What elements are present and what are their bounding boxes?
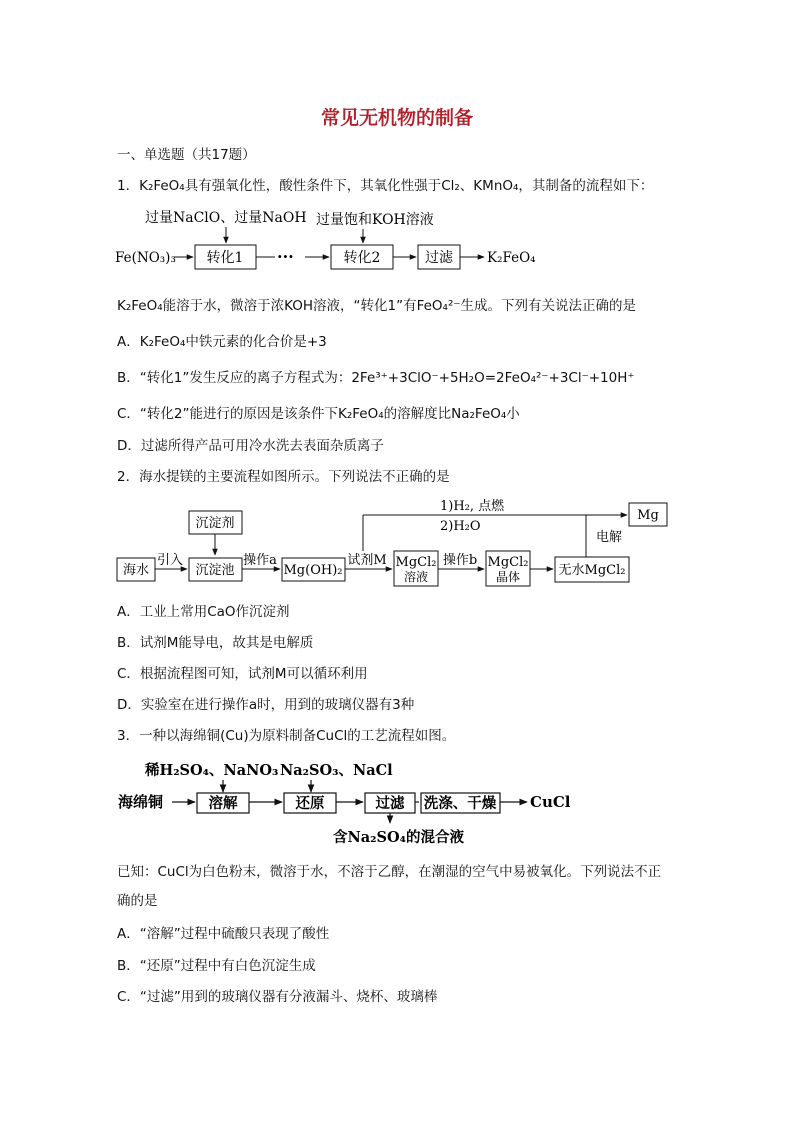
q2-option-b: B．试剂M能导电，故其是电解质 — [117, 635, 314, 651]
q1-end: K₂FeO₄ — [487, 250, 536, 266]
q3-option-a: A．“溶解”过程中硫酸只表现了酸性 — [117, 926, 330, 942]
q3-reagent2: Na₂SO₃、NaCl — [280, 762, 393, 779]
q1-dots: ··· — [277, 247, 294, 266]
q1-reagent1: 过量NaClO、过量NaOH — [145, 210, 307, 226]
q2-inlet-label: 引入 — [156, 553, 184, 568]
q1-option-c: C．“转化2”能进行的原因是该条件下K₂FeO₄的溶解度比Na₂FeO₄小 — [117, 406, 520, 422]
q2-op-a-label: 操作a — [243, 553, 277, 568]
q2-flow-diagram — [110, 493, 675, 593]
q3-known-line1: 已知：CuCl为白色粉末，微溶于水，不溶于乙醇，在潮湿的空气中易被氧化。下列说法不正 — [117, 864, 662, 880]
q3-option-b: B．“还原”过程中有白色沉淀生成 — [117, 958, 316, 974]
q1-reagent2: 过量饱和KOH溶液 — [316, 212, 434, 228]
page-title: 常见无机物的制备 — [320, 107, 473, 129]
q2-reagent-m-label: 试剂M — [347, 553, 387, 568]
q1-start: Fe(NO₃)₃ — [115, 250, 176, 266]
section-heading: 一、单选题（共17题） — [117, 147, 256, 163]
q1-step3: 过滤 — [425, 250, 453, 266]
q3-flow-diagram — [115, 756, 605, 851]
q3-step3: 过滤 — [375, 795, 405, 812]
q3-option-c: C．“过滤”用到的玻璃仪器有分液漏斗、烧杯、玻璃棒 — [117, 989, 438, 1005]
q2-mgcl2-solution-line2: 溶液 — [403, 570, 429, 584]
q2-electrolysis-label: 电解 — [596, 530, 623, 545]
q2-recycle-step1: 1)H₂, 点燃 — [440, 499, 505, 514]
q3-step4: 洗涤、干燥 — [423, 795, 497, 812]
q1-note: K₂FeO₄能溶于水，微溶于浓KOH溶液，“转化1”有FeO₄²⁻生成。下列有关说法正确的是 — [117, 298, 637, 314]
q3-step1: 溶解 — [208, 795, 238, 812]
q2-stem: 2．海水提镁的主要流程如图所示。下列说法不正确的是 — [117, 469, 450, 485]
q1-stem: 1．K₂FeO₄具有强氧化性，酸性条件下，其氧化性强于Cl₂、KMnO₄，其制备的流程如下： — [117, 178, 654, 194]
q1-flow-diagram — [110, 205, 580, 275]
q3-step2: 还原 — [295, 795, 325, 812]
q2-op-b-label: 操作b — [442, 553, 478, 568]
q3-start: 海绵铜 — [118, 793, 164, 811]
q1-option-d: D．过滤所得产品可用冷水洗去表面杂质离子 — [117, 438, 384, 454]
q2-option-c: C．根据流程图可知，试剂M可以循环利用 — [117, 666, 368, 682]
q1-option-b: B．“转化1”发生反应的离子方程式为：2Fe³⁺+3ClO⁻+5H₂O=2FeO₄²⁻+3Cl⁻+10H⁺ — [117, 370, 635, 386]
q2-seawater: 海水 — [122, 563, 150, 578]
q1-option-a: A．K₂FeO₄中铁元素的化合价是+3 — [117, 334, 327, 350]
q3-reagent1: 稀H₂SO₄、NaNO₃ — [145, 762, 279, 779]
q2-option-a: A．工业上常用CaO作沉淀剂 — [117, 604, 290, 620]
q2-tank: 沉淀池 — [195, 563, 235, 578]
q3-known-line2: 确的是 — [117, 893, 158, 909]
q2-mgcl2-solution-line1: MgCl₂ — [395, 555, 437, 570]
q2-mg: Mg — [637, 508, 659, 523]
q1-step2: 转化2 — [343, 250, 381, 266]
q2-precipitant: 沉淀剂 — [195, 516, 235, 531]
q1-step1: 转化1 — [206, 250, 244, 266]
q2-mgcl2-crystal-line1: MgCl₂ — [487, 555, 529, 570]
q3-byproduct: 含Na₂SO₄的混合液 — [333, 829, 464, 846]
q3-end: CuCl — [530, 793, 571, 811]
q2-mgoh2: Mg(OH)₂ — [283, 563, 343, 578]
q2-anhydrous: 无水MgCl₂ — [558, 563, 626, 578]
q2-mgcl2-crystal-line2: 晶体 — [495, 570, 521, 584]
q2-option-d: D．实验室在进行操作a时，用到的玻璃仪器有3种 — [117, 697, 415, 713]
q2-recycle-step2: 2)H₂O — [440, 519, 481, 534]
q3-stem: 3．一种以海绵铜(Cu)为原料制备CuCl的工艺流程如图。 — [117, 728, 456, 744]
